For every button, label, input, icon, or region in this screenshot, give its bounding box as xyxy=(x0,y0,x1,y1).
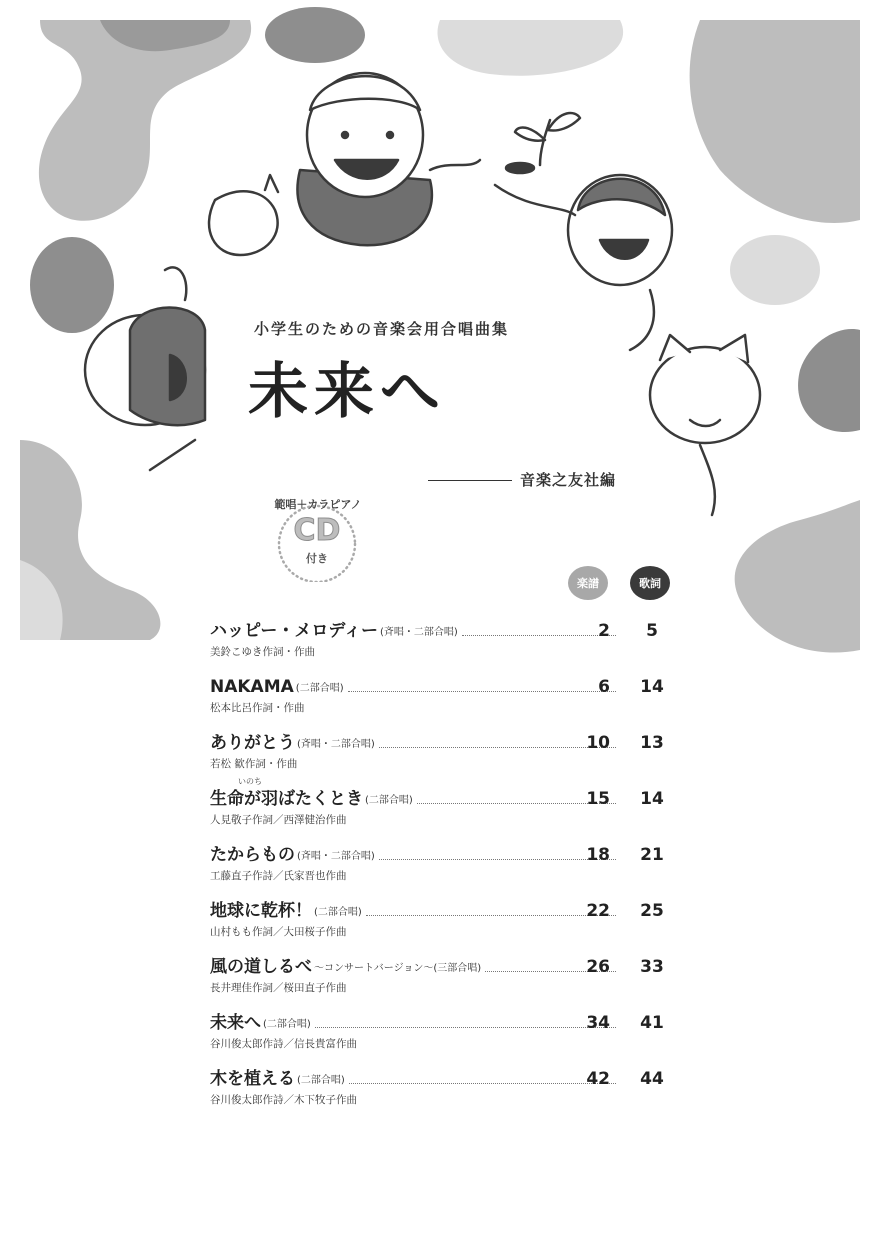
score-page-number: 2 xyxy=(598,621,610,641)
score-page-number: 34 xyxy=(586,1013,610,1033)
song-title: 生命が羽ばたくとき xyxy=(210,789,363,809)
toc-entry xyxy=(210,676,690,716)
song-credit: 谷川俊太郎作詩／信長貴富作曲 xyxy=(210,1038,357,1050)
song-title: NAKAMA xyxy=(210,677,294,697)
song-note: (二部合唱) xyxy=(314,907,362,918)
cd-badge-main: CD xyxy=(293,513,341,548)
score-page-number: 42 xyxy=(586,1069,610,1089)
cover-title: 未来へ xyxy=(248,357,446,427)
toc-entry xyxy=(210,732,690,772)
song-note: (二部合唱) xyxy=(297,1075,345,1086)
children-line-art xyxy=(85,73,760,515)
blob-right-bottom xyxy=(735,500,860,653)
score-page-number: 26 xyxy=(586,957,610,977)
lyrics-page-number: 25 xyxy=(640,901,664,921)
song-title: 地球に乾杯！ xyxy=(210,901,312,921)
score-page-number: 6 xyxy=(598,677,610,697)
song-title: ありがとう xyxy=(210,733,295,753)
song-credit: 人見敬子作詞／西澤健治作曲 xyxy=(210,814,347,826)
song-note: ～コンサートバージョン～(三部合唱) xyxy=(314,963,482,974)
song-title: 風の道しるべ xyxy=(210,957,312,977)
song-title-ruby: いのち xyxy=(238,777,262,786)
lyrics-page-number: 44 xyxy=(640,1069,664,1089)
song-note: (二部合唱) xyxy=(295,683,344,694)
blob-top-right xyxy=(690,20,860,223)
cd-badge-top: 範唱＋カラピアノ xyxy=(274,498,362,511)
toc-entry xyxy=(210,777,690,828)
song-credit: 山村もも作詞／大田桜子作曲 xyxy=(210,926,347,938)
lyrics-page-number: 33 xyxy=(640,957,664,977)
blob-top-right-light xyxy=(438,20,624,76)
column-score-label: 楽譜 xyxy=(568,566,608,600)
lyrics-page-number: 14 xyxy=(640,789,664,809)
lyrics-page-number: 41 xyxy=(640,1013,664,1033)
blob-right-mid xyxy=(730,235,820,305)
song-note: (斉唱・二部合唱) xyxy=(379,627,458,638)
song-title: ハッピー・メロディー xyxy=(210,621,378,641)
blob-right-dark xyxy=(798,329,860,432)
song-note: (二部合唱) xyxy=(365,795,413,806)
cover-editor: 音楽之友社編 xyxy=(520,471,617,489)
column-lyrics-label: 歌詞 xyxy=(630,566,670,600)
toc-entry xyxy=(210,900,690,940)
lyrics-page-number: 21 xyxy=(640,845,664,865)
song-credit: 若松 歓作詞・作曲 xyxy=(210,758,298,770)
lyrics-page-number: 5 xyxy=(646,621,658,641)
lyrics-page-number: 13 xyxy=(640,733,664,753)
song-credit: 松本比呂作詞・作曲 xyxy=(210,702,305,714)
song-title: 未来へ xyxy=(210,1013,261,1033)
lyrics-page-number: 14 xyxy=(640,677,664,697)
score-page-number: 15 xyxy=(586,789,610,809)
editor-rule xyxy=(428,480,512,481)
song-credit: 美鈴こゆき作詞・作曲 xyxy=(210,646,315,658)
cd-badge-sub: 付き xyxy=(306,552,328,565)
song-credit: 長井理佳作詞／桜田直子作曲 xyxy=(210,982,347,994)
song-title: たからもの xyxy=(210,845,295,865)
toc-entry xyxy=(210,1068,690,1108)
song-credit: 工藤直子作詩／氏家晋也作曲 xyxy=(210,870,347,882)
cd-badge xyxy=(262,496,372,582)
song-note: (斉唱・二部合唱) xyxy=(297,851,375,862)
score-page-number: 10 xyxy=(586,733,610,753)
blob-left-dark xyxy=(30,237,114,333)
cover-subtitle: 小学生のための音楽会用合唱曲集 xyxy=(254,320,510,338)
toc-entry xyxy=(210,844,690,884)
toc-entry xyxy=(210,620,690,660)
blob-top-center xyxy=(265,7,365,63)
song-title: 木を植える xyxy=(210,1069,295,1089)
song-credit: 谷川俊太郎作詩／木下牧子作曲 xyxy=(210,1094,357,1106)
song-note: (斉唱・二部合唱) xyxy=(297,739,375,750)
toc-entry xyxy=(210,1012,690,1052)
song-note: (二部合唱) xyxy=(263,1019,311,1030)
toc-entry xyxy=(210,956,690,996)
score-page-number: 22 xyxy=(586,901,610,921)
score-page-number: 18 xyxy=(586,845,610,865)
